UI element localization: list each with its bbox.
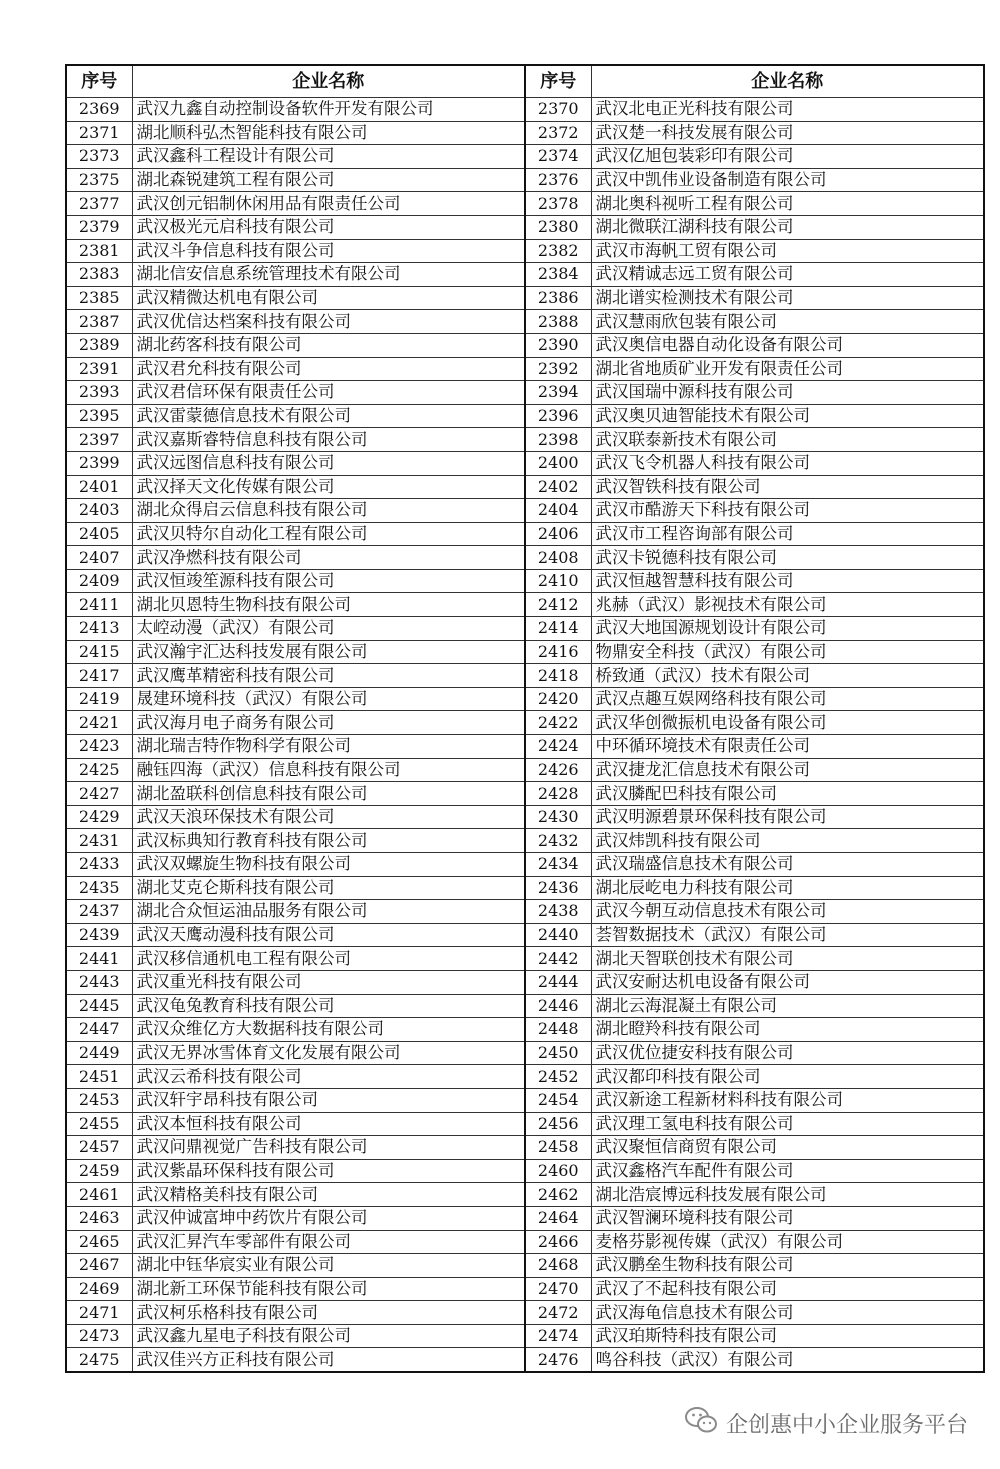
row-number-right: 2388 [525,310,591,334]
table-row [66,286,984,310]
company-name-right: 武汉聚恒信商贸有限公司 [591,1136,984,1160]
company-name-right: 武汉国瑞中源科技有限公司 [591,381,984,405]
company-name-left: 武汉众维亿方大数据科技有限公司 [132,1018,525,1042]
company-name-left: 武汉佳兴方正科技有限公司 [132,1348,525,1372]
table-row [66,168,984,192]
row-number-left: 2473 [66,1324,132,1348]
company-name-right: 武汉市海帆工贸有限公司 [591,239,984,263]
row-number-right: 2394 [525,381,591,405]
row-number-right: 2412 [525,593,591,617]
row-number-right: 2380 [525,215,591,239]
table-row [66,853,984,877]
company-name-left: 武汉仲诚富坤中药饮片有限公司 [132,1206,525,1230]
company-name-left: 湖北众得启云信息科技有限公司 [132,499,525,523]
company-name-left: 武汉创元铝制休闲用品有限责任公司 [132,192,525,216]
row-number-right: 2372 [525,121,591,145]
row-number-left: 2395 [66,404,132,428]
table-row [66,239,984,263]
table-row [66,522,984,546]
company-name-left: 武汉汇昇汽车零部件有限公司 [132,1230,525,1254]
table-row [66,829,984,853]
table-row [66,475,984,499]
company-name-right: 鸣谷科技（武汉）有限公司 [591,1348,984,1372]
table-row [66,357,984,381]
row-number-right: 2438 [525,900,591,924]
company-name-left: 武汉无界冰雪体育文化发展有限公司 [132,1041,525,1065]
row-number-right: 2406 [525,522,591,546]
company-name-left: 武汉九鑫自动控制设备软件开发有限公司 [132,98,525,122]
row-number-left: 2469 [66,1277,132,1301]
row-number-left: 2375 [66,168,132,192]
company-name-right: 麦格芬影视传媒（武汉）有限公司 [591,1230,984,1254]
row-number-right: 2404 [525,499,591,523]
table-row [66,333,984,357]
table-row [66,1159,984,1183]
row-number-left: 2457 [66,1136,132,1160]
row-number-right: 2386 [525,286,591,310]
table-row [66,1018,984,1042]
row-number-right: 2462 [525,1183,591,1207]
company-name-left: 湖北贝恩特生物科技有限公司 [132,593,525,617]
row-number-left: 2435 [66,876,132,900]
table-row [66,687,984,711]
row-number-left: 2433 [66,853,132,877]
row-number-left: 2399 [66,451,132,475]
company-name-left: 湖北森锐建筑工程有限公司 [132,168,525,192]
row-number-left: 2453 [66,1088,132,1112]
company-name-right: 湖北微联江湖科技有限公司 [591,215,984,239]
table-row [66,192,984,216]
row-number-right: 2392 [525,357,591,381]
company-name-right: 武汉精诚志远工贸有限公司 [591,263,984,287]
row-number-right: 2398 [525,428,591,452]
row-number-right: 2422 [525,711,591,735]
table-row [66,1277,984,1301]
table-row [66,215,984,239]
row-number-right: 2376 [525,168,591,192]
company-name-right: 中环循环境技术有限责任公司 [591,735,984,759]
company-name-left: 武汉瀚宇汇达科技发展有限公司 [132,640,525,664]
row-number-right: 2466 [525,1230,591,1254]
row-number-right: 2434 [525,853,591,877]
company-name-right: 武汉奥信电器自动化设备有限公司 [591,333,984,357]
row-number-left: 2405 [66,522,132,546]
row-number-left: 2401 [66,475,132,499]
enterprise-list-table [65,64,985,1373]
company-name-left: 武汉优信达档案科技有限公司 [132,310,525,334]
row-number-right: 2432 [525,829,591,853]
company-name-right: 武汉今朝互动信息技术有限公司 [591,900,984,924]
row-number-right: 2442 [525,947,591,971]
company-name-left: 融钰四海（武汉）信息科技有限公司 [132,758,525,782]
company-name-right: 湖北省地质矿业开发有限责任公司 [591,357,984,381]
company-name-right: 武汉卡锐德科技有限公司 [591,546,984,570]
company-name-left: 湖北艾克仑斯科技有限公司 [132,876,525,900]
company-name-right: 湖北天智联创技术有限公司 [591,947,984,971]
row-number-right: 2402 [525,475,591,499]
company-name-right: 武汉都印科技有限公司 [591,1065,984,1089]
company-name-left: 武汉鹰革精密科技有限公司 [132,664,525,688]
table-row [66,758,984,782]
company-name-right: 武汉恒越智慧科技有限公司 [591,569,984,593]
table-row [66,1348,984,1372]
company-name-right: 武汉市酷游天下科技有限公司 [591,499,984,523]
company-name-left: 武汉鑫九星电子科技有限公司 [132,1324,525,1348]
header-num-right: 序号 [525,65,591,98]
company-name-left: 武汉择天文化传媒有限公司 [132,475,525,499]
company-name-left: 湖北合众恒运油品服务有限公司 [132,900,525,924]
row-number-right: 2474 [525,1324,591,1348]
table-row [66,121,984,145]
row-number-right: 2430 [525,805,591,829]
row-number-right: 2418 [525,664,591,688]
row-number-left: 2407 [66,546,132,570]
row-number-left: 2429 [66,805,132,829]
company-name-right: 武汉华创微振机电设备有限公司 [591,711,984,735]
table-row [66,947,984,971]
row-number-right: 2446 [525,994,591,1018]
header-num-left: 序号 [66,65,132,98]
company-name-right: 湖北瞪羚科技有限公司 [591,1018,984,1042]
row-number-left: 2431 [66,829,132,853]
company-name-left: 太崆动漫（武汉）有限公司 [132,617,525,641]
row-number-right: 2400 [525,451,591,475]
company-name-right: 武汉了不起科技有限公司 [591,1277,984,1301]
row-number-left: 2411 [66,593,132,617]
table-row [66,499,984,523]
table-row [66,1088,984,1112]
company-name-right: 武汉新途工程新材料科技有限公司 [591,1088,984,1112]
table-row [66,1254,984,1278]
table-row [66,569,984,593]
company-name-left: 武汉轩宇昂科技有限公司 [132,1088,525,1112]
row-number-left: 2403 [66,499,132,523]
company-name-right: 湖北谱实检测技术有限公司 [591,286,984,310]
row-number-left: 2421 [66,711,132,735]
row-number-left: 2423 [66,735,132,759]
table-row [66,263,984,287]
row-number-right: 2382 [525,239,591,263]
table-row [66,145,984,169]
row-number-left: 2455 [66,1112,132,1136]
company-name-right: 武汉安耐达机电设备有限公司 [591,970,984,994]
row-number-left: 2459 [66,1159,132,1183]
footer-text: 企创惠中小企业服务平台 [725,1412,968,1438]
company-name-right: 武汉点趣互娱网络科技有限公司 [591,687,984,711]
row-number-right: 2476 [525,1348,591,1372]
company-name-right: 武汉大地国源规划设计有限公司 [591,617,984,641]
table-row [66,310,984,334]
row-number-right: 2450 [525,1041,591,1065]
company-name-left: 武汉标典知行教育科技有限公司 [132,829,525,853]
row-number-left: 2449 [66,1041,132,1065]
row-number-right: 2464 [525,1206,591,1230]
company-name-right: 武汉慧雨欣包装有限公司 [591,310,984,334]
row-number-right: 2426 [525,758,591,782]
row-number-left: 2451 [66,1065,132,1089]
table-row [66,98,984,122]
company-name-left: 武汉重光科技有限公司 [132,970,525,994]
row-number-left: 2387 [66,310,132,334]
row-number-left: 2467 [66,1254,132,1278]
row-number-left: 2419 [66,687,132,711]
company-name-right: 湖北奥科视听工程有限公司 [591,192,984,216]
row-number-left: 2445 [66,994,132,1018]
company-name-right: 武汉联泰新技术有限公司 [591,428,984,452]
company-name-right: 武汉飞令机器人科技有限公司 [591,451,984,475]
row-number-left: 2369 [66,98,132,122]
company-name-right: 武汉鹏垒生物科技有限公司 [591,1254,984,1278]
table-row [66,381,984,405]
company-name-right: 荟智数据技术（武汉）有限公司 [591,923,984,947]
company-name-right: 武汉理工氢电科技有限公司 [591,1112,984,1136]
row-number-left: 2381 [66,239,132,263]
company-name-left: 武汉天浪环保技术有限公司 [132,805,525,829]
row-number-left: 2391 [66,357,132,381]
row-number-left: 2389 [66,333,132,357]
company-name-right: 桥致通（武汉）技术有限公司 [591,664,984,688]
row-number-right: 2396 [525,404,591,428]
company-name-right: 武汉珀斯特科技有限公司 [591,1324,984,1348]
row-number-left: 2461 [66,1183,132,1207]
table-row [66,1206,984,1230]
company-name-right: 湖北云海混凝土有限公司 [591,994,984,1018]
company-name-right: 物鼎安全科技（武汉）有限公司 [591,640,984,664]
company-name-right: 武汉膦配巴科技有限公司 [591,782,984,806]
company-name-left: 武汉雷蒙德信息技术有限公司 [132,404,525,428]
row-number-right: 2428 [525,782,591,806]
row-number-left: 2471 [66,1301,132,1325]
company-name-left: 武汉海月电子商务有限公司 [132,711,525,735]
row-number-left: 2475 [66,1348,132,1372]
table-row [66,1230,984,1254]
company-name-right: 武汉优位捷安科技有限公司 [591,1041,984,1065]
company-name-right: 武汉明源碧景环保科技有限公司 [591,805,984,829]
row-number-left: 2427 [66,782,132,806]
row-number-right: 2390 [525,333,591,357]
row-number-left: 2425 [66,758,132,782]
row-number-left: 2463 [66,1206,132,1230]
table-row [66,404,984,428]
table-row [66,994,984,1018]
row-number-right: 2454 [525,1088,591,1112]
row-number-right: 2424 [525,735,591,759]
table-row [66,735,984,759]
row-number-left: 2409 [66,569,132,593]
company-name-left: 湖北信安信息系统管理技术有限公司 [132,263,525,287]
table-row [66,805,984,829]
row-number-left: 2371 [66,121,132,145]
company-name-left: 武汉斗争信息科技有限公司 [132,239,525,263]
company-name-right: 武汉亿旭包装彩印有限公司 [591,145,984,169]
row-number-left: 2413 [66,617,132,641]
company-name-right: 武汉智澜环境科技有限公司 [591,1206,984,1230]
row-number-right: 2420 [525,687,591,711]
company-name-left: 武汉问鼎视觉广告科技有限公司 [132,1136,525,1160]
table-row [66,1136,984,1160]
company-name-left: 武汉君信环保有限责任公司 [132,381,525,405]
row-number-right: 2408 [525,546,591,570]
row-number-right: 2468 [525,1254,591,1278]
company-name-right: 武汉奥贝迪智能技术有限公司 [591,404,984,428]
row-number-right: 2448 [525,1018,591,1042]
table-row [66,1301,984,1325]
company-name-left: 武汉双螺旋生物科技有限公司 [132,853,525,877]
company-name-right: 湖北辰屹电力科技有限公司 [591,876,984,900]
row-number-right: 2436 [525,876,591,900]
table-row [66,711,984,735]
row-number-left: 2377 [66,192,132,216]
row-number-right: 2414 [525,617,591,641]
company-name-left: 湖北中钰华宸实业有限公司 [132,1254,525,1278]
company-name-left: 武汉移信通机电工程有限公司 [132,947,525,971]
company-name-right: 武汉海龟信息技术有限公司 [591,1301,984,1325]
wechat-icon [684,1405,718,1441]
row-number-left: 2373 [66,145,132,169]
company-name-right: 武汉楚一科技发展有限公司 [591,121,984,145]
row-number-right: 2374 [525,145,591,169]
header-name-right: 企业名称 [591,65,984,98]
table-row [66,1065,984,1089]
company-name-right: 武汉鑫格汽车配件有限公司 [591,1159,984,1183]
row-number-right: 2472 [525,1301,591,1325]
row-number-left: 2465 [66,1230,132,1254]
company-name-right: 兆赫（武汉）影视技术有限公司 [591,593,984,617]
row-number-left: 2383 [66,263,132,287]
table-row [66,546,984,570]
row-number-left: 2437 [66,900,132,924]
row-number-left: 2415 [66,640,132,664]
company-name-left: 武汉君允科技有限公司 [132,357,525,381]
row-number-left: 2439 [66,923,132,947]
row-number-left: 2385 [66,286,132,310]
row-number-left: 2417 [66,664,132,688]
row-number-left: 2397 [66,428,132,452]
company-name-right: 湖北浩宸博远科技发展有限公司 [591,1183,984,1207]
row-number-right: 2460 [525,1159,591,1183]
company-name-right: 武汉市工程咨询部有限公司 [591,522,984,546]
table-row [66,900,984,924]
row-number-right: 2444 [525,970,591,994]
row-number-right: 2456 [525,1112,591,1136]
row-number-right: 2370 [525,98,591,122]
company-name-left: 武汉柯乐格科技有限公司 [132,1301,525,1325]
row-number-left: 2393 [66,381,132,405]
company-name-right: 武汉捷龙汇信息技术有限公司 [591,758,984,782]
table-row [66,593,984,617]
company-name-left: 武汉远图信息科技有限公司 [132,451,525,475]
company-name-left: 武汉紫晶环保科技有限公司 [132,1159,525,1183]
company-name-left: 湖北药客科技有限公司 [132,333,525,357]
company-name-left: 武汉龟兔教育科技有限公司 [132,994,525,1018]
company-name-left: 晟建环境科技（武汉）有限公司 [132,687,525,711]
footer-watermark [684,1405,968,1441]
row-number-right: 2458 [525,1136,591,1160]
company-name-right: 武汉北电正光科技有限公司 [591,98,984,122]
row-number-left: 2443 [66,970,132,994]
row-number-right: 2410 [525,569,591,593]
company-name-left: 武汉贝特尔自动化工程有限公司 [132,522,525,546]
header-name-left: 企业名称 [132,65,525,98]
company-name-left: 武汉极光元启科技有限公司 [132,215,525,239]
table-row [66,1324,984,1348]
table-row [66,782,984,806]
table-row [66,876,984,900]
table-row [66,664,984,688]
row-number-right: 2470 [525,1277,591,1301]
company-name-left: 武汉精微达机电有限公司 [132,286,525,310]
table-row [66,617,984,641]
row-number-right: 2452 [525,1065,591,1089]
row-number-left: 2447 [66,1018,132,1042]
table-row [66,428,984,452]
table-row [66,1041,984,1065]
company-name-right: 武汉炜凯科技有限公司 [591,829,984,853]
company-name-left: 湖北顺科弘杰智能科技有限公司 [132,121,525,145]
table-row [66,970,984,994]
table-row [66,640,984,664]
company-name-left: 武汉鑫科工程设计有限公司 [132,145,525,169]
company-name-left: 武汉净燃科技有限公司 [132,546,525,570]
header-row [66,65,984,98]
row-number-right: 2440 [525,923,591,947]
company-name-right: 武汉智铁科技有限公司 [591,475,984,499]
table-row [66,1183,984,1207]
company-name-left: 武汉嘉斯睿特信息科技有限公司 [132,428,525,452]
company-name-left: 武汉精格美科技有限公司 [132,1183,525,1207]
company-name-left: 武汉云希科技有限公司 [132,1065,525,1089]
company-name-right: 武汉瑞盛信息技术有限公司 [591,853,984,877]
row-number-right: 2416 [525,640,591,664]
company-name-left: 武汉天鹰动漫科技有限公司 [132,923,525,947]
company-name-left: 湖北新工环保节能科技有限公司 [132,1277,525,1301]
company-name-left: 湖北瑞吉特作物科学有限公司 [132,735,525,759]
company-name-left: 武汉本恒科技有限公司 [132,1112,525,1136]
row-number-left: 2379 [66,215,132,239]
company-name-right: 武汉中凯伟业设备制造有限公司 [591,168,984,192]
row-number-left: 2441 [66,947,132,971]
table-row [66,451,984,475]
company-name-left: 湖北盈联科创信息科技有限公司 [132,782,525,806]
table-row [66,923,984,947]
row-number-right: 2378 [525,192,591,216]
row-number-right: 2384 [525,263,591,287]
company-name-left: 武汉恒竣笙源科技有限公司 [132,569,525,593]
table-row [66,1112,984,1136]
